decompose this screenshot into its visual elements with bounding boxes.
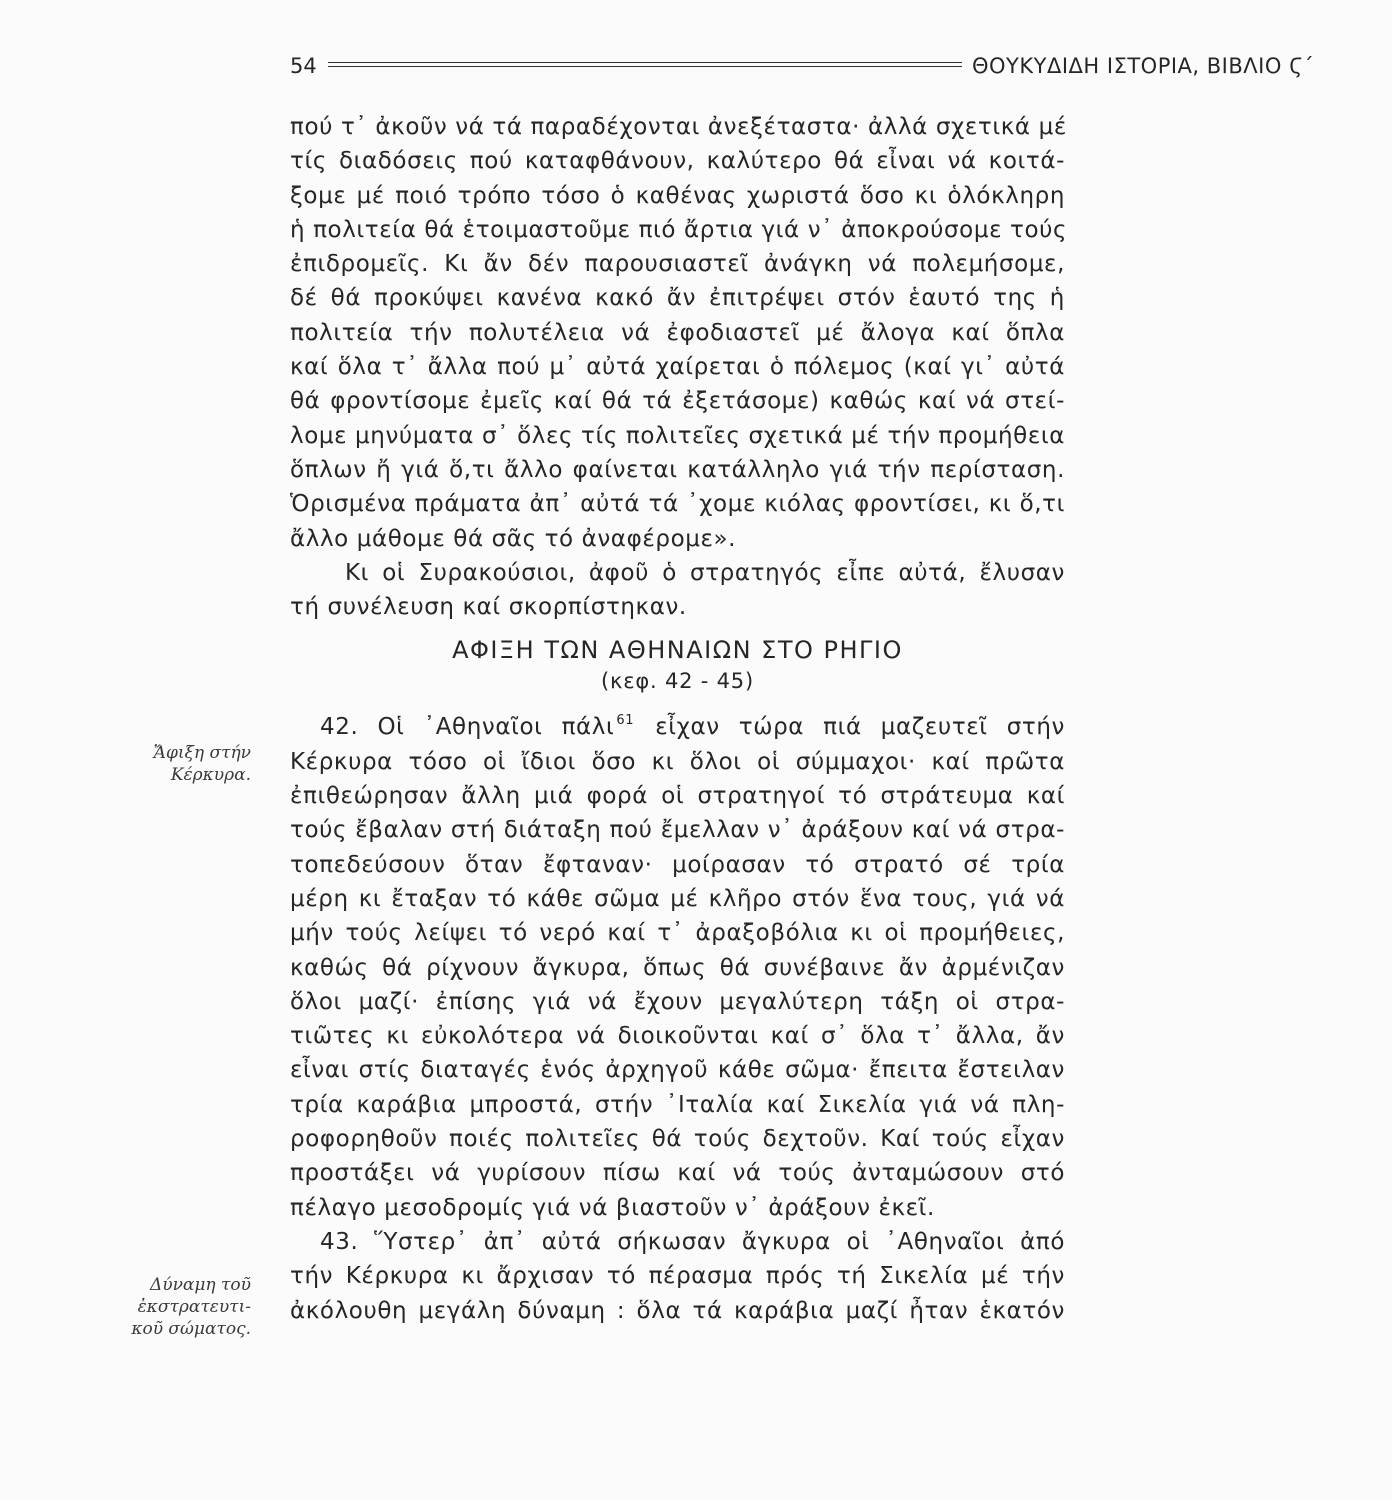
margin-note-line: Δύναμη τοῦ (149, 1275, 251, 1295)
text-line: καθώς θά ρίχνουν ἄγκυρα, ὅπως θά συνέβαινε ἄν ἀρμένιζαν (290, 954, 1065, 981)
text-line: ξομε μέ ποιό τρόπο τόσο ὁ καθένας χωριστά ὅσο κι ὁλόκληρη (290, 182, 1065, 209)
text-line: ὅλοι μαζί· ἐπίσης γιά νά ἔχουν μεγαλύτερη τάξη οἱ στρα- (290, 988, 1065, 1015)
text-line: ροφορηθοῦν ποιές πολιτεῖες θά τούς δεχτοῦν. Καί τούς εἶχαν (290, 1126, 1065, 1153)
margin-note-line: ἐκστρατευτι- (137, 1297, 251, 1317)
text-line: τήν Κέρκυρα κι ἄρχισαν τό πέρασμα πρός τή Σικελία μέ τήν (290, 1263, 1065, 1290)
footnote-ref-61: 61 (616, 712, 635, 728)
text-line: Κι οἱ Συρακούσιοι, ἀφοῦ ὁ στρατηγός εἶπε αὐτά, ἔλυσαν (345, 559, 1065, 586)
text-line: καί ὅλα τ᾽ ἄλλα πού μ᾽ αὐτά χαίρεται ὁ πόλεμος (καί γι᾽ αὐτά (290, 354, 1065, 381)
margin-note-expedition-force (131, 1274, 251, 1340)
text-line: ἡ πολιτεία θά ἑτοιμαστοῦμε πιό ἄρτια γιά ν᾽ ἀποκρούσομε τούς (290, 216, 1068, 243)
running-title: ΘΟΥΚΥΔΙΔΗ ΙΣΤΟΡΙΑ, ΒΙΒΛΙΟ Ϛ΄ (972, 54, 1315, 78)
text-line: λομε μηνύματα σ᾽ ὅλες τίς πολιτεῖες σχετικά μέ τήν προμήθεια (290, 422, 1065, 449)
text-line: μέρη κι ἔταξαν τό κάθε σῶμα μέ κλῆρο στόν ἕνα τους, γιά νά (290, 885, 1065, 912)
text-line-42-first (290, 710, 1065, 744)
text-line: Κέρκυρα τόσο οἱ ἴδιοι ὅσο κι ὅλοι οἱ σύμμαχοι· καί πρῶτα (290, 748, 1065, 775)
text-line: τούς ἔβαλαν στή διάταξη πού ἔμελλαν ν᾽ ἀράξουν καί νά στρα- (290, 817, 1065, 844)
text-line: τιῶτες κι εὐκολότερα νά διοικοῦνται καί σ᾽ ὅλα τ᾽ ἄλλα, ἄν (290, 1023, 1065, 1050)
text-line: τή συνέλευση καί σκορπίστηκαν. (290, 594, 687, 621)
paragraph-42 (290, 710, 1065, 1224)
text-line: τρία καράβια μπροστά, στήν ᾽Ιταλία καί Σικελία γιά νά πλη- (290, 1091, 1065, 1118)
text-segment: 42. Οἱ ᾽Αθηναῖοι πάλι (320, 714, 615, 741)
chapter-heading: ΑΦΙΞΗ ΤΩΝ ΑΘΗΝΑΙΩΝ ΣΤΟ ΡΗΓΙΟ (452, 636, 903, 665)
text-line: τοπεδεύσουν ὅταν ἔφταναν· μοίρασαν τό στρατό σέ τρία (290, 851, 1065, 878)
paragraph-speech-end (290, 110, 1068, 556)
text-line: Ὁρισμένα πράματα ἀπ᾽ αὐτά τά ᾽χομε κιόλας φροντίσει, κι ὅ,τι (290, 491, 1065, 518)
text-line: ἄλλο μάθομε θά σᾶς τό ἀναφέρομε». (290, 525, 737, 552)
text-line: πού τ᾽ ἀκοῦν νά τά παραδέχονται ἀνεξέταστα· ἀλλά σχετικά μέ (290, 114, 1067, 140)
text-line: τίς διαδόσεις πού καταφθάνουν, καλύτερο θά εἶναι νά κοιτά- (290, 148, 1065, 175)
text-line: ἐπιθεώρησαν ἄλλη μιά φορά οἱ στρατηγοί τό στράτευμα καί (290, 783, 1065, 810)
text-line: πολιτεία τήν πολυτέλεια νά ἐφοδιαστεῖ μέ ἄλογα καί ὅπλα (290, 319, 1065, 346)
text-line: μήν τούς λείψει τό νερό καί τ᾽ ἀραξοβόλια κι οἱ προμήθειες, (290, 920, 1065, 947)
text-line: ἐπιδρομεῖς. Κι ἄν δέν παρουσιαστεῖ ἀνάγκη νά πολεμήσομε, (290, 251, 1065, 278)
margin-note-line: κοῦ σώματος. (131, 1319, 251, 1339)
header-double-rule (328, 62, 962, 67)
paragraph-43 (290, 1225, 1065, 1328)
text-segment: εἶχαν τώρα πιά μαζευτεῖ στήν (655, 714, 1065, 741)
text-line: ὅπλων ἤ γιά ὅ,τι ἄλλο φαίνεται κατάλληλο γιά τήν περίσταση. (290, 456, 1065, 483)
text-line: πέλαγο μεσοδρομίς γιά νά βιαστοῦν ν᾽ ἀράξουν ἐκεῖ. (290, 1194, 935, 1221)
margin-note-arrival-corcyra (153, 742, 251, 786)
page-number: 54 (290, 54, 317, 78)
main-text (290, 110, 1068, 1328)
text-line: ἀκόλουθη μεγάλη δύναμη : ὅλα τά καράβια μαζί ἦταν ἑκατόν (290, 1297, 1065, 1324)
text-line: 43. Ὕστερ᾽ ἀπ᾽ αὐτά σήκωσαν ἄγκυρα οἱ ᾽Αθηναῖοι ἀπό (320, 1228, 1065, 1255)
margin-note-line: Ἄφιξη στήν (153, 743, 251, 763)
text-line: προστάξει νά γυρίσουν πίσω καί νά τούς ἀνταμώσουν στό (290, 1160, 1065, 1187)
text-line: θά φροντίσομε ἐμεῖς καί θά τά ἐξετάσομε) καθώς καί νά στεί- (290, 388, 1065, 415)
paragraph-assembly-dissolved (290, 556, 1065, 625)
chapter-range: (κεφ. 42 - 45) (601, 669, 754, 694)
running-header (290, 52, 1315, 82)
margin-note-line: Κέρκυρα. (170, 765, 251, 785)
text-line: εἶναι στίς διαταγές ἑνός ἀρχηγοῦ κάθε σῶμα· ἔπειτα ἔστειλαν (290, 1057, 1065, 1084)
text-line: δέ θά προκύψει κανένα κακό ἄν ἐπιτρέψει στόν ἑαυτό της ἡ (290, 285, 1065, 312)
